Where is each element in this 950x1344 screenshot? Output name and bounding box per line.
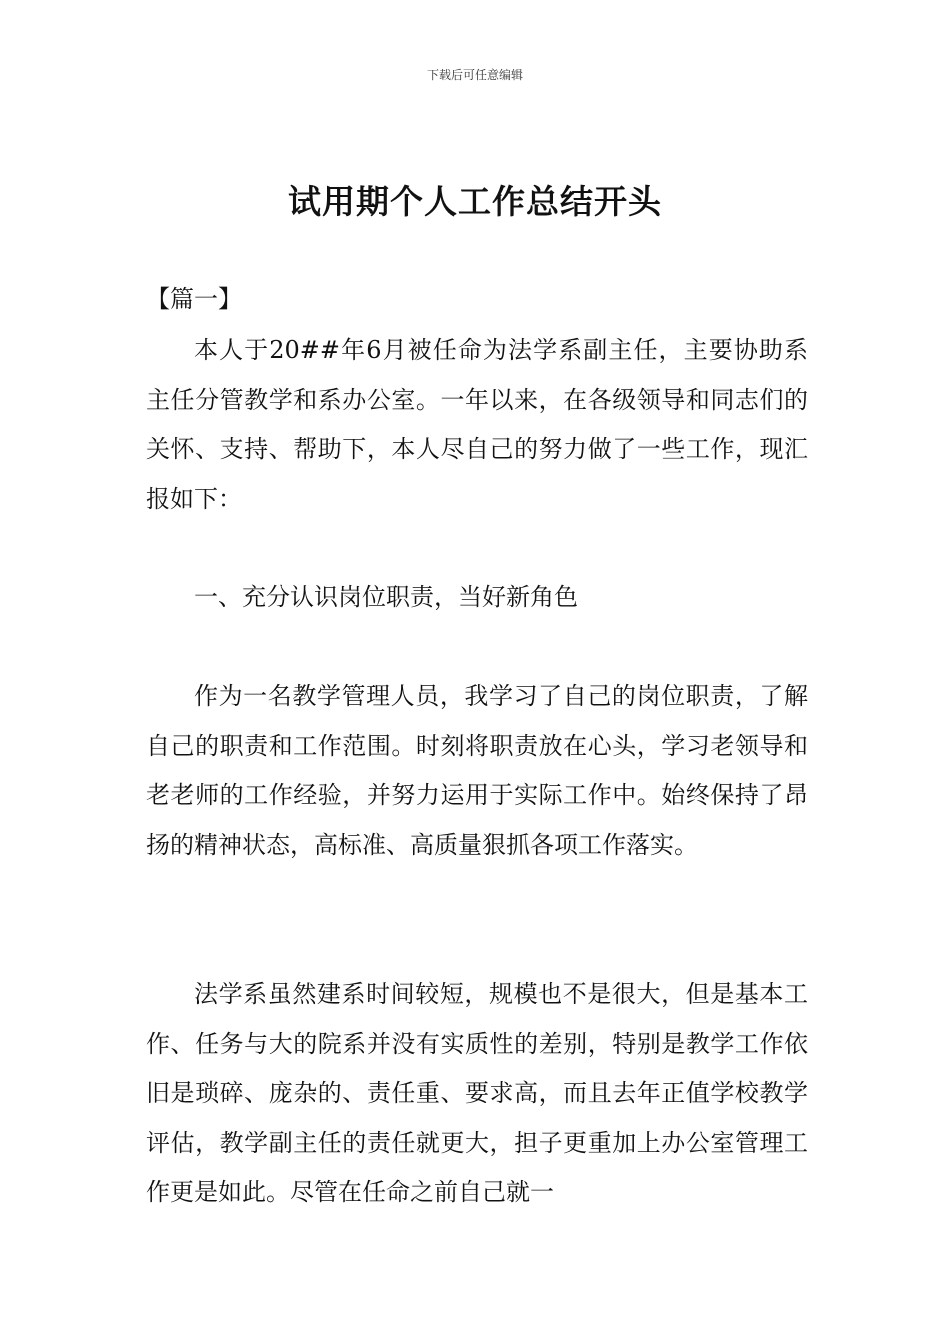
paragraph-department: [146, 970, 808, 1218]
paragraph-text: 法学系虽然建系时间较短，规模也不是很大，但是基本工作、任务与大的院系并没有实质性的差别，特别是教学工作依旧是琐碎、庞杂的、责任重、要求高，而且去年正值学校教学评估，教学副主任的责任就更大，担子更重加上办公室管理工作更是如此。尽管在任命之前自己就一: [146, 980, 808, 1206]
paragraph-intro: [146, 326, 808, 524]
paragraph-text: 本人于20##年6月被任命为法学系副主任，主要协助系主任分管教学和系办公室。一年以来，在各级领导和同志们的关怀、支持、帮助下，本人尽自己的努力做了一些工作，现汇报如下：: [146, 336, 808, 513]
header-note: 下载后可任意编辑: [426, 68, 523, 82]
section-heading-text: 一、充分认识岗位职责，当好新角色: [194, 583, 578, 611]
section-label: 【篇一】: [146, 285, 242, 313]
document-title: 试用期个人工作总结开头: [288, 182, 662, 221]
paragraph-duties: [146, 672, 808, 870]
section-heading: [146, 573, 808, 623]
paragraph-text: 作为一名教学管理人员，我学习了自己的岗位职责，了解自己的职责和工作范围。时刻将职责放在心头，学习老领导和老老师的工作经验，并努力运用于实际工作中。始终保持了昂扬的精神状态，高标准、高质量狠抓各项工作落实。: [146, 682, 808, 859]
